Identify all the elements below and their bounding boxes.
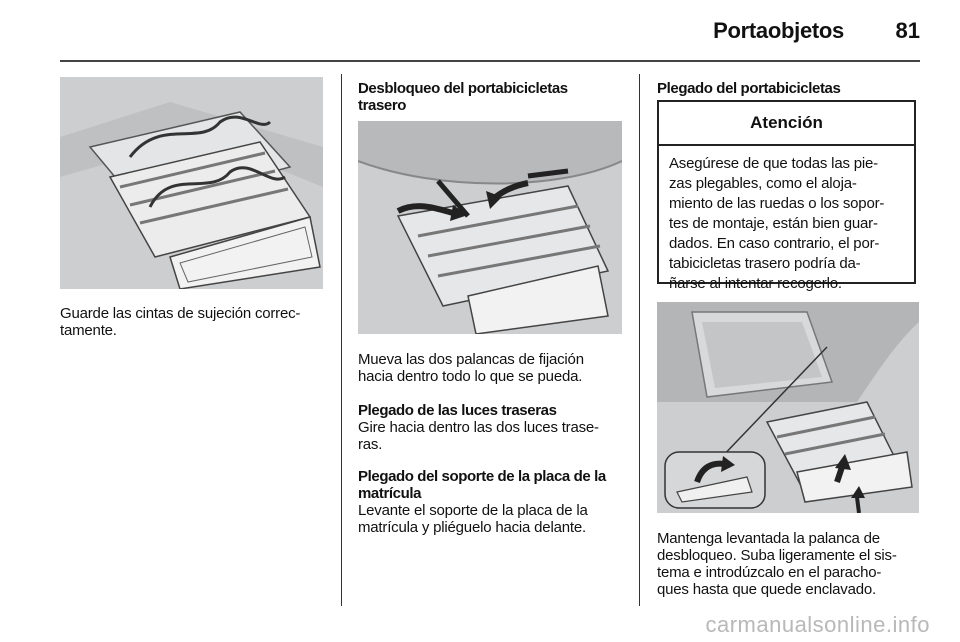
header-divider bbox=[60, 60, 920, 62]
column-divider-2 bbox=[639, 74, 640, 606]
text-fold-plate-holder: Levante el soporte de la placa de la matrícula y pliéguelo hacia delante. bbox=[358, 502, 588, 536]
page-number: 81 bbox=[895, 18, 920, 43]
text-fold-lights: Gire hacia dentro las dos luces trase- ras. bbox=[358, 419, 599, 453]
caption-move-levers: Mueva las dos palancas de fijación hacia dentro todo lo que se pueda. bbox=[358, 351, 584, 385]
heading-fold-plate-holder: Plegado del soporte de la placa de la matrícula bbox=[358, 468, 606, 502]
column-divider-1 bbox=[341, 74, 342, 606]
caption-hold-release-lever: Mantenga levantada la palanca de desbloqueo. Suba ligeramente el sis- tema e introdúzcalo en el paracho- ques hasta que quede enclavado. bbox=[657, 530, 897, 598]
warning-text: Asegúrese de que todas las pie- zas plegables, como el aloja- miento de las ruedas o los sopor- tes de montaje, están bien guar- dados. En caso contrario, el por- tabicicletas trasero podría da- ñarse al intentar recogerlo. bbox=[669, 155, 885, 292]
caption-store-straps: Guarde las cintas de sujeción correc- tamente. bbox=[60, 305, 301, 339]
figure-fold-carrier bbox=[657, 302, 919, 513]
warning-box bbox=[657, 100, 916, 292]
figure-carrier-straps bbox=[60, 77, 323, 289]
watermark: carmanualsonline.info bbox=[705, 612, 930, 637]
figure-unlock-levers bbox=[358, 121, 622, 334]
warning-title: Atención bbox=[659, 102, 914, 146]
page-title: Portaobjetos bbox=[713, 18, 844, 43]
heading-fold-lights: Plegado de las luces traseras bbox=[358, 402, 557, 419]
heading-unlock-carrier: Desbloqueo del portabicicletas trasero bbox=[358, 80, 568, 114]
heading-fold-carrier: Plegado del portabicicletas bbox=[657, 80, 841, 97]
